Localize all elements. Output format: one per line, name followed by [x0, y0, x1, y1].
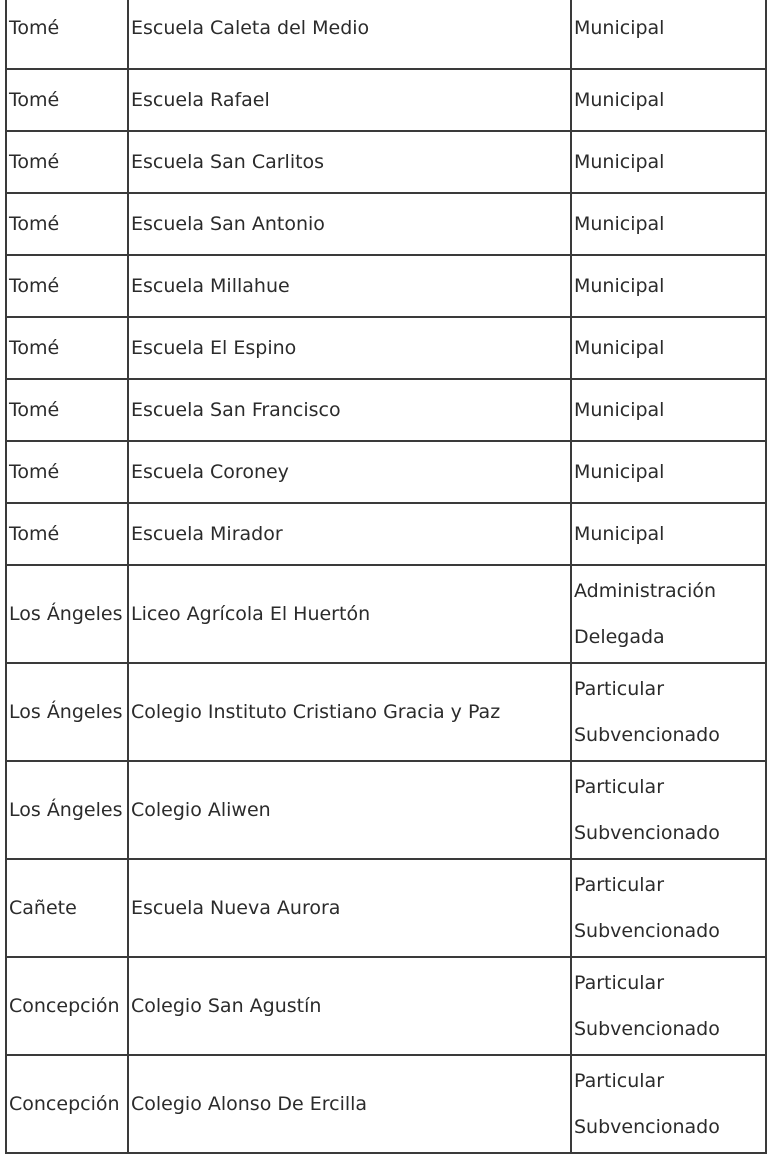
table-row [6, 0, 766, 69]
table-row [6, 317, 766, 379]
table-row [6, 565, 766, 663]
cell-dependencia: Municipal [571, 317, 766, 379]
cell-dependencia: Municipal [571, 131, 766, 193]
cell-establecimiento: Escuela Mirador [128, 503, 571, 565]
cell-comuna: Tomé [6, 131, 128, 193]
cell-establecimiento: Escuela Millahue [128, 255, 571, 317]
cell-comuna: Los Ángeles [6, 663, 128, 761]
table-row [6, 441, 766, 503]
cell-comuna: Tomé [6, 441, 128, 503]
cell-establecimiento: Escuela San Francisco [128, 379, 571, 441]
cell-establecimiento: Escuela Rafael [128, 69, 571, 131]
cell-dependencia: Municipal [571, 379, 766, 441]
table-row [6, 69, 766, 131]
table-row [6, 859, 766, 957]
cell-dependencia: Particular Subvencionado [571, 761, 766, 859]
table-row [6, 1055, 766, 1153]
cell-establecimiento: Escuela Caleta del Medio [128, 0, 571, 69]
cell-establecimiento: Escuela Coroney [128, 441, 571, 503]
cell-dependencia: Municipal [571, 0, 766, 69]
cell-establecimiento: Colegio Instituto Cristiano Gracia y Paz [128, 663, 571, 761]
table-row [6, 131, 766, 193]
table-row [6, 761, 766, 859]
cell-establecimiento: Colegio San Agustín [128, 957, 571, 1055]
schools-table-container [5, 0, 765, 1154]
cell-comuna: Cañete [6, 859, 128, 957]
cell-comuna: Tomé [6, 69, 128, 131]
cell-dependencia: Municipal [571, 69, 766, 131]
cell-dependencia: Municipal [571, 255, 766, 317]
table-row [6, 379, 766, 441]
cell-comuna: Los Ángeles [6, 565, 128, 663]
cell-dependencia: Municipal [571, 503, 766, 565]
cell-establecimiento: Escuela San Carlitos [128, 131, 571, 193]
cell-establecimiento: Colegio Alonso De Ercilla [128, 1055, 571, 1153]
cell-comuna: Tomé [6, 503, 128, 565]
cell-dependencia: Particular Subvencionado [571, 1055, 766, 1153]
cell-comuna: Tomé [6, 255, 128, 317]
cell-dependencia: Particular Subvencionado [571, 957, 766, 1055]
cell-dependencia: Administración Delegada [571, 565, 766, 663]
cell-comuna: Los Ángeles [6, 761, 128, 859]
cell-dependencia: Municipal [571, 441, 766, 503]
table-row [6, 255, 766, 317]
cell-comuna: Tomé [6, 379, 128, 441]
cell-establecimiento: Escuela Nueva Aurora [128, 859, 571, 957]
cell-establecimiento: Liceo Agrícola El Huertón [128, 565, 571, 663]
cell-comuna: Tomé [6, 193, 128, 255]
cell-dependencia: Municipal [571, 193, 766, 255]
table-row [6, 503, 766, 565]
cell-establecimiento: Colegio Aliwen [128, 761, 571, 859]
cell-establecimiento: Escuela San Antonio [128, 193, 571, 255]
cell-establecimiento: Escuela El Espino [128, 317, 571, 379]
table-row [6, 193, 766, 255]
schools-table [5, 0, 767, 1154]
cell-dependencia: Particular Subvencionado [571, 859, 766, 957]
cell-dependencia: Particular Subvencionado [571, 663, 766, 761]
cell-comuna: Concepción [6, 957, 128, 1055]
cell-comuna: Concepción [6, 1055, 128, 1153]
table-row [6, 957, 766, 1055]
cell-comuna: Tomé [6, 317, 128, 379]
cell-comuna: Tomé [6, 0, 128, 69]
table-row [6, 663, 766, 761]
